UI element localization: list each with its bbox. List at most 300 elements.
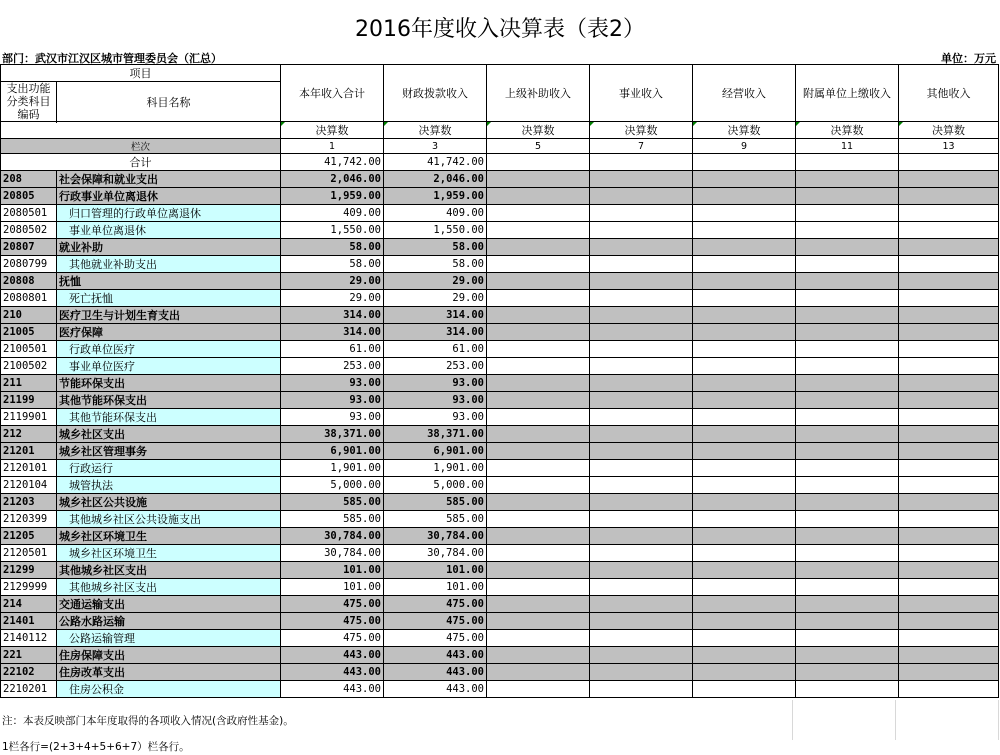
- row-total: 29.00: [281, 290, 384, 307]
- col-header-0: 本年收入合计: [281, 65, 384, 122]
- row-total: 6,901.00: [281, 443, 384, 460]
- empty-cell: [899, 290, 999, 307]
- table-row: [1, 290, 999, 307]
- empty-cell: [796, 460, 899, 477]
- row-fiscal: 30,784.00: [384, 545, 487, 562]
- empty-cell: [693, 358, 796, 375]
- sub-header-0: 决算数: [281, 122, 384, 139]
- empty-cell: [693, 222, 796, 239]
- row-fiscal: 253.00: [384, 358, 487, 375]
- row-name: 社会保障和就业支出: [57, 171, 281, 188]
- empty-cell: [693, 290, 796, 307]
- row-code: 2120501: [1, 545, 57, 562]
- empty-cell: [693, 545, 796, 562]
- row-name: 事业单位离退休: [57, 222, 281, 239]
- row-total: 93.00: [281, 375, 384, 392]
- total-label: 合计: [1, 154, 281, 171]
- row-code: 210: [1, 307, 57, 324]
- empty-cell: [590, 392, 693, 409]
- row-code: 20808: [1, 273, 57, 290]
- empty-cell: [693, 494, 796, 511]
- row-total: 314.00: [281, 307, 384, 324]
- empty-cell: [693, 324, 796, 341]
- empty-cell: [899, 477, 999, 494]
- empty-cell: [796, 256, 899, 273]
- total-value-1: 41,742.00: [384, 154, 487, 171]
- empty-cell: [899, 375, 999, 392]
- table-row: [1, 273, 999, 290]
- row-fiscal: 29.00: [384, 273, 487, 290]
- row-fiscal: 101.00: [384, 562, 487, 579]
- empty-cell: [899, 630, 999, 647]
- table-row: [1, 630, 999, 647]
- empty-cell: [590, 664, 693, 681]
- empty-cell: [487, 545, 590, 562]
- empty-cell: [796, 188, 899, 205]
- row-name: 就业补助: [57, 239, 281, 256]
- row-code: 214: [1, 596, 57, 613]
- row-fiscal: 314.00: [384, 324, 487, 341]
- row-fiscal: 58.00: [384, 239, 487, 256]
- sub-header-3: 决算数: [590, 122, 693, 139]
- empty-cell: [899, 443, 999, 460]
- empty-cell: [487, 664, 590, 681]
- empty-cell: [487, 630, 590, 647]
- empty-cell: [693, 341, 796, 358]
- empty-cell: [487, 273, 590, 290]
- sheet-gridline-area: [690, 700, 1000, 740]
- empty-cell: [796, 290, 899, 307]
- row-total: 93.00: [281, 409, 384, 426]
- table-row: [1, 239, 999, 256]
- row-name: 归口管理的行政单位离退休: [57, 205, 281, 222]
- header-item: 项目: [1, 65, 281, 82]
- row-fiscal: 409.00: [384, 205, 487, 222]
- row-fiscal: 93.00: [384, 409, 487, 426]
- row-fiscal: 30,784.00: [384, 528, 487, 545]
- row-fiscal: 475.00: [384, 630, 487, 647]
- empty-cell: [899, 545, 999, 562]
- empty-cell: [899, 324, 999, 341]
- income-table: [0, 64, 999, 698]
- empty-cell: [590, 375, 693, 392]
- empty-cell: [487, 341, 590, 358]
- row-total: 475.00: [281, 630, 384, 647]
- row-name: 城乡社区支出: [57, 426, 281, 443]
- empty-cell: [693, 562, 796, 579]
- empty-cell: [796, 528, 899, 545]
- note-1: 注：本表反映部门本年度取得的各项收入情况(含政府性基金)。: [2, 715, 294, 727]
- empty-cell: [693, 477, 796, 494]
- empty-cell: [796, 443, 899, 460]
- row-code: 2100501: [1, 341, 57, 358]
- row-name: 其他城乡社区公共设施支出: [57, 511, 281, 528]
- empty-cell: [487, 358, 590, 375]
- table-row: [1, 494, 999, 511]
- row-fiscal: 1,959.00: [384, 188, 487, 205]
- row-name: 住房改革支出: [57, 664, 281, 681]
- row-name: 抚恤: [57, 273, 281, 290]
- row-fiscal: 101.00: [384, 579, 487, 596]
- empty-cell: [487, 222, 590, 239]
- row-name: 行政事业单位离退休: [57, 188, 281, 205]
- table-row: [1, 409, 999, 426]
- table-row: [1, 528, 999, 545]
- table-row: [1, 256, 999, 273]
- empty-cell: [693, 171, 796, 188]
- row-name: 城乡社区环境卫生: [57, 528, 281, 545]
- empty-cell: [796, 579, 899, 596]
- empty-cell: [693, 392, 796, 409]
- row-code: 21201: [1, 443, 57, 460]
- row-name: 城乡社区环境卫生: [57, 545, 281, 562]
- empty-cell: [590, 307, 693, 324]
- empty-cell: [590, 426, 693, 443]
- row-total: 93.00: [281, 392, 384, 409]
- col-number-4: 9: [693, 139, 796, 154]
- empty-cell: [899, 426, 999, 443]
- col-number-5: 11: [796, 139, 899, 154]
- empty-cell: [899, 460, 999, 477]
- row-name: 其他节能环保支出: [57, 392, 281, 409]
- row-name: 行政单位医疗: [57, 341, 281, 358]
- empty-cell: [487, 460, 590, 477]
- table-row: [1, 545, 999, 562]
- row-total: 585.00: [281, 511, 384, 528]
- row-code: 21199: [1, 392, 57, 409]
- empty-cell: [899, 171, 999, 188]
- row-fiscal: 443.00: [384, 681, 487, 698]
- col-header-1: 财政拨款收入: [384, 65, 487, 122]
- row-total: 1,959.00: [281, 188, 384, 205]
- header-code: 支出功能分类科目编码: [1, 82, 57, 122]
- row-name: 节能环保支出: [57, 375, 281, 392]
- row-name: 其他就业补助支出: [57, 256, 281, 273]
- empty-cell: [899, 528, 999, 545]
- row-fiscal: 93.00: [384, 392, 487, 409]
- empty-cell: [899, 579, 999, 596]
- empty-cell: [487, 375, 590, 392]
- row-name: 医疗卫生与计划生育支出: [57, 307, 281, 324]
- empty-cell: [487, 188, 590, 205]
- table-row: [1, 477, 999, 494]
- table-row: [1, 188, 999, 205]
- empty-cell: [590, 545, 693, 562]
- empty-cell: [899, 205, 999, 222]
- row-total: 58.00: [281, 256, 384, 273]
- empty-cell: [693, 664, 796, 681]
- empty-cell: [590, 494, 693, 511]
- empty-cell: [487, 324, 590, 341]
- empty-cell: [487, 579, 590, 596]
- row-total: 101.00: [281, 562, 384, 579]
- table-row: [1, 681, 999, 698]
- empty-cell: [899, 511, 999, 528]
- row-code: 20807: [1, 239, 57, 256]
- row-name: 行政运行: [57, 460, 281, 477]
- empty-cell: [796, 392, 899, 409]
- empty-cell: [899, 222, 999, 239]
- empty-cell: [487, 494, 590, 511]
- empty-cell: [796, 664, 899, 681]
- sub-header-5: 决算数: [796, 122, 899, 139]
- row-fiscal: 475.00: [384, 613, 487, 630]
- empty-cell: [899, 273, 999, 290]
- empty-cell: [487, 562, 590, 579]
- col-header-3: 事业收入: [590, 65, 693, 122]
- row-code: 2080801: [1, 290, 57, 307]
- empty-cell: [796, 630, 899, 647]
- empty-cell: [796, 596, 899, 613]
- empty-cell: [693, 630, 796, 647]
- table-row: [1, 647, 999, 664]
- row-code: 2129999: [1, 579, 57, 596]
- col-header-2: 上级补助收入: [487, 65, 590, 122]
- empty-cell: [796, 613, 899, 630]
- row-fiscal: 58.00: [384, 256, 487, 273]
- empty-cell: [796, 171, 899, 188]
- empty-cell: [590, 460, 693, 477]
- empty-cell: [487, 681, 590, 698]
- table-row: [1, 358, 999, 375]
- table-row: [1, 613, 999, 630]
- empty-cell: [693, 681, 796, 698]
- sub-header-4: 决算数: [693, 122, 796, 139]
- row-fiscal: 1,901.00: [384, 460, 487, 477]
- table-row: [1, 307, 999, 324]
- empty-cell: [693, 647, 796, 664]
- table-row: [1, 562, 999, 579]
- empty-cell: [796, 681, 899, 698]
- row-code: 208: [1, 171, 57, 188]
- row-total: 1,550.00: [281, 222, 384, 239]
- empty-cell: [487, 290, 590, 307]
- col-number-2: 5: [487, 139, 590, 154]
- table-row: [1, 341, 999, 358]
- row-name: 其他节能环保支出: [57, 409, 281, 426]
- row-code: 2120101: [1, 460, 57, 477]
- empty-cell: [796, 477, 899, 494]
- row-code: 22102: [1, 664, 57, 681]
- row-name: 事业单位医疗: [57, 358, 281, 375]
- empty-cell: [590, 647, 693, 664]
- empty-cell: [796, 358, 899, 375]
- row-code: 20805: [1, 188, 57, 205]
- empty-cell: [899, 562, 999, 579]
- empty-cell: [899, 188, 999, 205]
- table-row: [1, 579, 999, 596]
- row-name: 城管执法: [57, 477, 281, 494]
- empty-cell: [590, 511, 693, 528]
- row-name: 城乡社区管理事务: [57, 443, 281, 460]
- empty-cell: [693, 409, 796, 426]
- empty-cell: [590, 579, 693, 596]
- row-total: 409.00: [281, 205, 384, 222]
- row-fiscal: 585.00: [384, 494, 487, 511]
- row-code: 21205: [1, 528, 57, 545]
- empty-cell: [590, 596, 693, 613]
- row-fiscal: 29.00: [384, 290, 487, 307]
- table-row: [1, 171, 999, 188]
- empty-cell: [590, 358, 693, 375]
- row-code: 2120399: [1, 511, 57, 528]
- empty-cell: [899, 358, 999, 375]
- empty-cell: [487, 528, 590, 545]
- empty-cell: [487, 426, 590, 443]
- department-label: 部门：武汉市江汉区城市管理委员会（汇总）: [2, 52, 222, 65]
- row-total: 443.00: [281, 664, 384, 681]
- empty-cell: [590, 239, 693, 256]
- empty-cell: [487, 613, 590, 630]
- empty-cell: [796, 324, 899, 341]
- table-row: [1, 426, 999, 443]
- col-number-1: 3: [384, 139, 487, 154]
- empty-cell: [693, 205, 796, 222]
- empty-cell: [796, 426, 899, 443]
- empty-cell: [590, 341, 693, 358]
- empty-cell: [899, 409, 999, 426]
- row-total: 61.00: [281, 341, 384, 358]
- empty-cell: [796, 205, 899, 222]
- empty-cell: [590, 562, 693, 579]
- row-name: 死亡抚恤: [57, 290, 281, 307]
- empty-cell: [590, 613, 693, 630]
- empty-cell: [590, 409, 693, 426]
- empty-cell: [693, 426, 796, 443]
- row-total: 443.00: [281, 681, 384, 698]
- empty-cell: [899, 647, 999, 664]
- empty-cell: [590, 324, 693, 341]
- empty-cell: [590, 630, 693, 647]
- empty-cell: [487, 171, 590, 188]
- col-header-5: 附属单位上缴收入: [796, 65, 899, 122]
- empty-cell: [899, 256, 999, 273]
- row-fiscal: 314.00: [384, 307, 487, 324]
- empty-cell: [487, 205, 590, 222]
- empty-cell: [590, 188, 693, 205]
- empty-cell: [693, 375, 796, 392]
- row-name: 住房保障支出: [57, 647, 281, 664]
- empty-cell: [899, 307, 999, 324]
- empty-cell: [693, 613, 796, 630]
- row-total: 253.00: [281, 358, 384, 375]
- empty-cell: [590, 477, 693, 494]
- row-fiscal: 2,046.00: [384, 171, 487, 188]
- empty-cell: [796, 341, 899, 358]
- row-code: 2119901: [1, 409, 57, 426]
- empty-cell: [590, 256, 693, 273]
- row-fiscal: 61.00: [384, 341, 487, 358]
- empty-cell: [590, 222, 693, 239]
- row-code: 2080501: [1, 205, 57, 222]
- empty-cell: [693, 307, 796, 324]
- empty-cell: [590, 171, 693, 188]
- row-fiscal: 443.00: [384, 647, 487, 664]
- table-row: [1, 460, 999, 477]
- row-total: 30,784.00: [281, 528, 384, 545]
- empty-cell: [693, 460, 796, 477]
- empty-cell: [796, 545, 899, 562]
- empty-cell: [796, 562, 899, 579]
- col-number-0: 1: [281, 139, 384, 154]
- empty-cell: [590, 528, 693, 545]
- row-label: 栏次: [1, 139, 281, 154]
- empty-cell: [487, 443, 590, 460]
- row-code: 21203: [1, 494, 57, 511]
- sub-header-2: 决算数: [487, 122, 590, 139]
- empty-cell: [487, 477, 590, 494]
- row-name: 医疗保障: [57, 324, 281, 341]
- empty-cell: [487, 409, 590, 426]
- row-name: 其他城乡社区支出: [57, 579, 281, 596]
- empty-cell: [796, 494, 899, 511]
- empty-cell: [693, 256, 796, 273]
- empty-cell: [590, 443, 693, 460]
- row-code: 2080502: [1, 222, 57, 239]
- empty-cell: [899, 341, 999, 358]
- row-total: 1,901.00: [281, 460, 384, 477]
- row-fiscal: 38,371.00: [384, 426, 487, 443]
- empty-cell: [796, 222, 899, 239]
- row-fiscal: 475.00: [384, 596, 487, 613]
- empty-cell: [693, 579, 796, 596]
- row-total: 585.00: [281, 494, 384, 511]
- empty-cell: [899, 392, 999, 409]
- empty-cell: [590, 205, 693, 222]
- empty-cell: [693, 188, 796, 205]
- col-number-6: 13: [899, 139, 999, 154]
- table-row: [1, 511, 999, 528]
- row-total: 2,046.00: [281, 171, 384, 188]
- col-header-4: 经营收入: [693, 65, 796, 122]
- row-name: 其他城乡社区支出: [57, 562, 281, 579]
- row-code: 21005: [1, 324, 57, 341]
- row-code: 212: [1, 426, 57, 443]
- empty-cell: [899, 664, 999, 681]
- row-fiscal: 1,550.00: [384, 222, 487, 239]
- row-total: 38,371.00: [281, 426, 384, 443]
- empty-cell: [796, 647, 899, 664]
- empty-cell: [796, 239, 899, 256]
- table-row: [1, 205, 999, 222]
- table-row: [1, 392, 999, 409]
- empty-cell: [899, 681, 999, 698]
- empty-cell: [899, 494, 999, 511]
- empty-cell: [693, 528, 796, 545]
- row-total: 475.00: [281, 596, 384, 613]
- empty-cell: [590, 290, 693, 307]
- empty-cell: [899, 239, 999, 256]
- row-name: 城乡社区公共设施: [57, 494, 281, 511]
- row-name: 交通运输支出: [57, 596, 281, 613]
- empty-cell: [796, 273, 899, 290]
- row-code: 211: [1, 375, 57, 392]
- empty-cell: [487, 256, 590, 273]
- empty-cell: [487, 511, 590, 528]
- table-row: [1, 443, 999, 460]
- row-total: 101.00: [281, 579, 384, 596]
- row-total: 29.00: [281, 273, 384, 290]
- row-code: 2100502: [1, 358, 57, 375]
- row-total: 5,000.00: [281, 477, 384, 494]
- empty-cell: [590, 273, 693, 290]
- empty-cell: [590, 681, 693, 698]
- table-row: [1, 375, 999, 392]
- sub-header-1: 决算数: [384, 122, 487, 139]
- empty-cell: [899, 613, 999, 630]
- header-name: 科目名称: [57, 82, 281, 122]
- row-code: 2120104: [1, 477, 57, 494]
